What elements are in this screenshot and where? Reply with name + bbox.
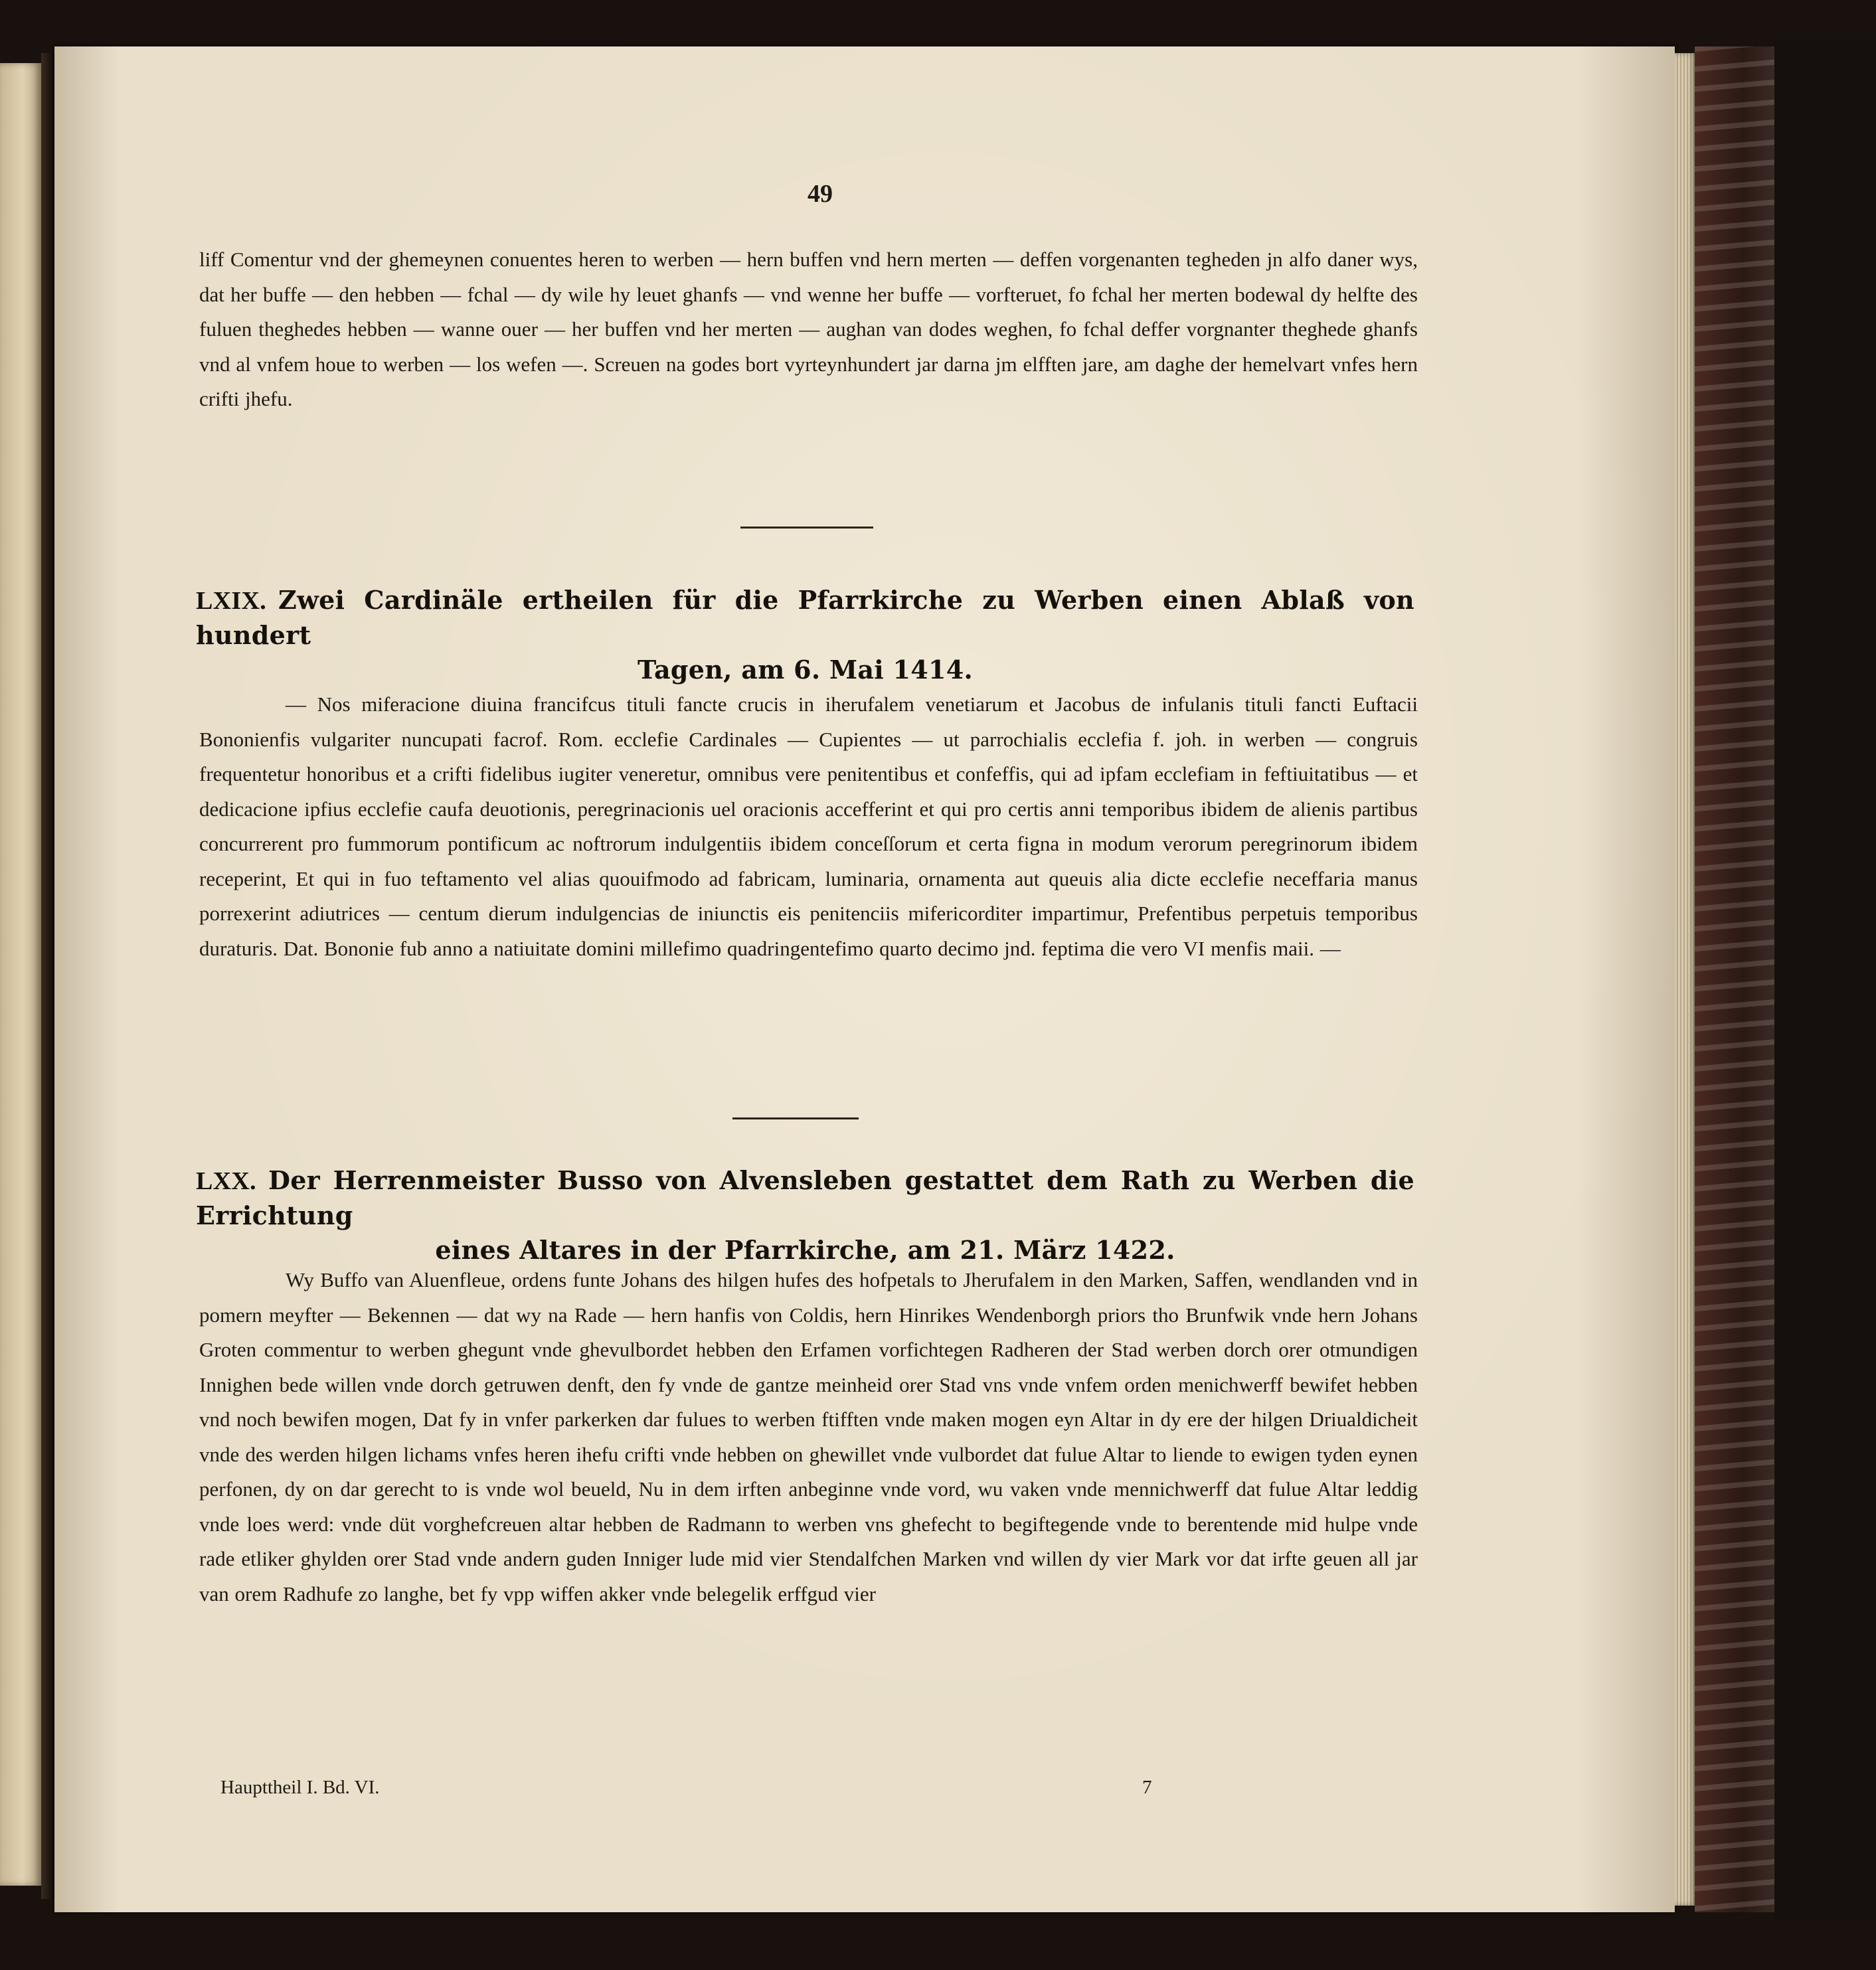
book-gutter — [41, 53, 54, 1899]
section-70-body-block — [199, 1263, 1418, 1611]
footer-signature: Haupttheil I. Bd. VI. — [220, 1777, 380, 1798]
section-70-heading — [196, 1163, 1414, 1268]
page-number — [794, 179, 847, 208]
section-70-number: LXX. — [196, 1167, 256, 1195]
left-page-edge — [0, 63, 41, 1886]
section-divider — [740, 527, 873, 529]
continuation-paragraph-block — [199, 242, 1418, 417]
section-70-body: Wy Buffo van Aluenfleue, ordens funte Johans des hilgen hufes des hofpetals to Jherufalem in den Marken, Saffen, wendlanden vnd in pomern meyfter — Bekennen — dat wy na Rade — hern hanfis von Coldis, hern Hinrikes Wendenborgh priors tho Brunfwik vnde hern Johans Groten commentur to werben ghegunt vnde ghevulbordet hebben den Erfamen vorfichtegen Radheren der Stad werben dorch orer otmundigen Innighen bede willen vnde dorch getruwen denft, den fy vnde de gantze meinheid orer Stad vns vnde vnfem orden menichwerff bewifet hebben vnd noch bewifen mogen, Dat fy in vnfer parkerken dar fulues to werben ftifften vnde maken mogen eyn Altar in dy ere der hilgen Driualdicheit vnde des werden hilgen lichams vnfes heren ihefu crifti vnde hebben on ghewillet vnde vulbordet dat fulue Altar to liende to ewigen tyden eynen perfonen, dy on dar gerecht to is vnde wol beueld, Nu in dem irften anbeginne vnde vord, wu vaken vnde mennichwerff dat fulue Altar leddig vnde loes werd: vnde düt vorghefcreuen altar hebben de Radmann to werben vns ghefecht to begiftegende vnde to berentende mid hulpe vnde rade etliker ghylden orer Stad vnde andern guden Inniger lude mid vier Stendalfchen Marken vnd willen dy vier Mark vor dat irfte geuen all jar van orem Radhufe zo langhe, bet fy vpp wiffen akker vnde belegelik erffgud vier — [199, 1268, 1418, 1605]
marbled-cover — [1695, 46, 1774, 1912]
section-70-title-line1-wrap — [196, 1163, 1414, 1233]
page-number-text: 49 — [808, 180, 833, 208]
footer-gathering-number: 7 — [1142, 1777, 1152, 1798]
cover-shadow — [1774, 40, 1876, 1919]
section-69-title-line2: Tagen, am 6. Mai 1414. — [638, 655, 973, 685]
section-69-number: LXIX. — [196, 587, 267, 615]
section-69-heading — [196, 583, 1414, 687]
section-divider-2 — [732, 1117, 859, 1119]
section-69-body: — Nos miferacione diuina francifcus tituli fancte crucis in iherufalem venetiarum et Jacobus de infulanis tituli fancti Euftacii Bononienfis vulgariter nuncupati facrof. Rom. ecclefie Cardinales — Cupientes — ut parrochialis ecclefia f. joh. in werben — congruis frequentetur honoribus et a crifti fidelibus iugiter veneretur, omnibus vere penitentibus et confeffis, qui ad ipfam ecclefiam in feftiuitatibus — et dedicacione ipfius ecclefie caufa deuotionis, peregrinacionis uel oracionis accefferint et qui pro certis anni temporibus ibidem de alienis partibus concurrerent pro fummorum pontificum ac noftrorum indulgentiis ibidem conceſſorum et certa figna in modum verorum peregrinorum ibidem receperint, Et qui in fuo teftamento vel alias quouifmodo ad fabricam, luminaria, ornamenta aut queuis alia dicte ecclefie neceffaria manus porrexerint adiutrices — centum dierum indulgencias de iniunctis eis penitenciis mifericorditer impartimur, Prefentibus perpetuis temporibus duraturis. Dat. Bononie fub anno a natiuitate domini millefimo quadringentefimo quarto decimo jnd. feptima die vero VI menfis maii. — — [199, 693, 1418, 960]
section-69-title-line1-wrap — [196, 583, 1414, 653]
section-70-title-line2: eines Altares in der Pfarrkirche, am 21. März 1422. — [435, 1235, 1175, 1265]
page-edges — [1675, 53, 1695, 1906]
section-69-body-block — [199, 687, 1418, 966]
continuation-paragraph: liff Comentur vnd der ghemeynen conuentes heren to werben — hern buffen vnd hern merten — deffen vorgenanten tegheden jn alfo daner wys, dat her buffe — den hebben — fchal — dy wile hy leuet ghanfs — vnd wenne her buffe — vorfteruet, fo fchal her merten bodewal dy helfte des fuluen theghedes hebben — wanne ouer — her buffen vnd her merten — aughan van dodes weghen, fo fchal deffer vorgnanter theghede ghanfs vnd al vnfem houe to werben — los wefen —. Screuen na godes bort vyrteynhundert jar darna jm elfften jare, am daghe der hemelvart vnfes hern crifti jhefu. — [199, 248, 1418, 410]
section-70-title-line1: Der Herrenmeister Busso von Alvensleben gestattet dem Rath zu Werben die Errichtung — [196, 1165, 1414, 1230]
section-69-title-line1: Zwei Cardinäle ertheilen für die Pfarrkirche zu Werben einen Ablaß von hundert — [196, 585, 1414, 650]
